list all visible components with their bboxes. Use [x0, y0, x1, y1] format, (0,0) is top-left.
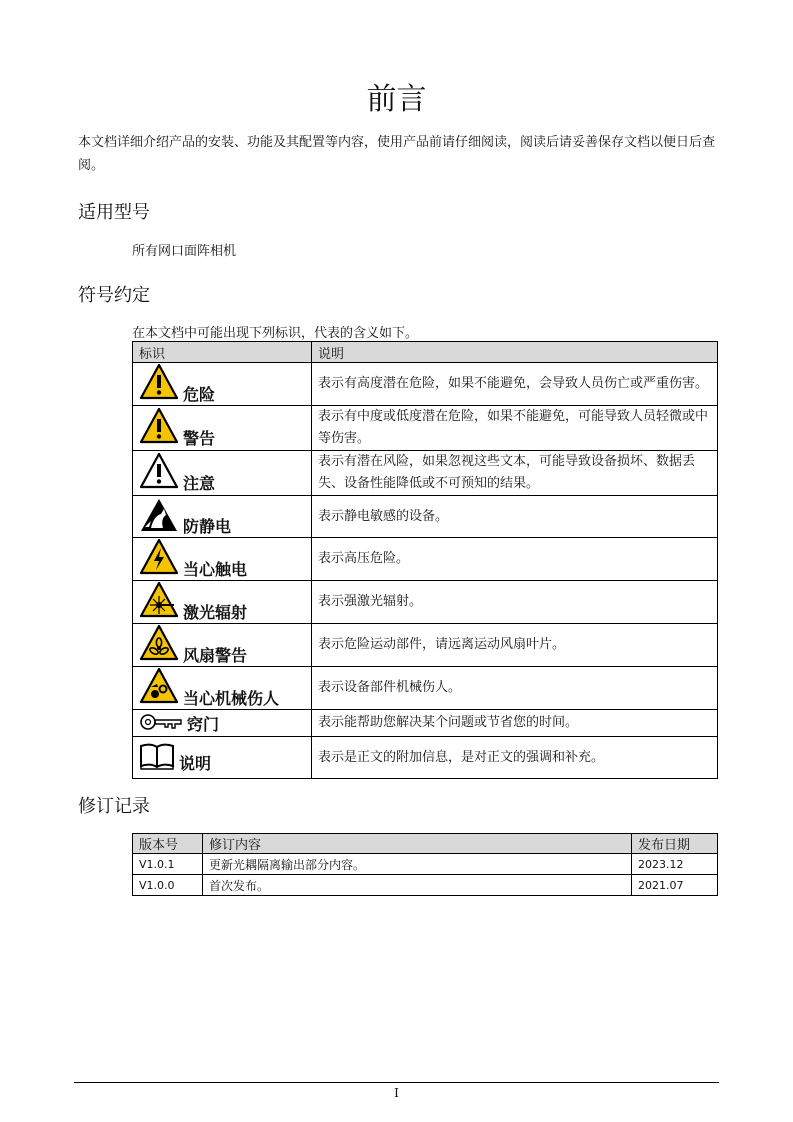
symbol-row — [133, 737, 718, 779]
symbol-label: 说明 — [179, 753, 212, 773]
symbol-cell — [133, 496, 312, 538]
symbol-description: 表示设备部件机械伤人。 — [312, 667, 718, 710]
symbol-description: 表示有中度或低度潜在危险，如果不能避免，可能导致人员轻微或中等伤害。 — [312, 406, 718, 451]
symbol-row — [133, 624, 718, 667]
symbol-label: 窍门 — [187, 714, 220, 734]
symbol-description: 表示高压危险。 — [312, 538, 718, 581]
book-icon — [139, 742, 175, 774]
symbol-label: 当心机械伤人 — [183, 689, 280, 708]
symbol-cell — [133, 624, 312, 667]
col-version-header: 版本号 — [133, 834, 203, 854]
col-content-header: 修订内容 — [203, 834, 632, 854]
symbol-row — [133, 667, 718, 710]
symbol-row — [133, 363, 718, 406]
symbol-cell — [133, 737, 312, 779]
symbol-row — [133, 710, 718, 737]
revision-version: V1.0.0 — [133, 875, 203, 896]
symbol-cell — [133, 363, 312, 406]
symbol-cell — [133, 538, 312, 581]
symbol-description: 表示有潜在风险，如果忽视这些文本，可能导致设备损坏、数据丢失、设备性能降低或不可预知的结果。 — [312, 451, 718, 496]
symbol-description: 表示是正文的附加信息，是对正文的强调和补充。 — [312, 737, 718, 779]
laser-radiation-icon — [139, 581, 179, 623]
models-heading: 适用型号 — [78, 202, 150, 223]
revision-date: 2021.07 — [632, 875, 718, 896]
symbols-table — [132, 341, 718, 779]
symbol-cell — [133, 406, 312, 451]
symbol-label: 激光辐射 — [183, 603, 248, 622]
mechanical-injury-icon — [139, 667, 179, 709]
symbol-label: 警告 — [183, 429, 216, 448]
symbol-label: 防静电 — [183, 516, 232, 536]
symbol-label: 危险 — [183, 385, 216, 404]
symbol-row — [133, 581, 718, 624]
revision-date: 2023.12 — [632, 854, 718, 875]
esd-icon — [139, 497, 179, 537]
symbols-intro: 在本文档中可能出现下列标识，代表的含义如下。 — [132, 326, 419, 341]
warning-icon — [139, 407, 179, 449]
symbol-row — [133, 451, 718, 496]
symbol-label: 风扇警告 — [183, 646, 248, 665]
page-number: I — [394, 1086, 399, 1100]
revision-content: 更新光耦隔离输出部分内容。 — [203, 854, 632, 875]
symbol-row — [133, 496, 718, 538]
revisions-table — [132, 833, 718, 896]
symbols-header-row — [133, 342, 718, 363]
symbol-cell — [133, 667, 312, 710]
symbol-cell — [133, 710, 312, 737]
revision-row — [133, 854, 718, 875]
symbol-label: 当心触电 — [183, 560, 248, 579]
symbol-row — [133, 538, 718, 581]
col-icon-header: 标识 — [133, 342, 312, 363]
revision-version: V1.0.1 — [133, 854, 203, 875]
symbol-description: 表示强激光辐射。 — [312, 581, 718, 624]
models-text: 所有网口面阵相机 — [132, 244, 237, 259]
footer-divider — [74, 1082, 719, 1083]
symbol-cell — [133, 581, 312, 624]
key-icon — [139, 713, 183, 735]
symbol-row — [133, 406, 718, 451]
symbol-description: 表示能帮助您解决某个问题或节省您的时间。 — [312, 710, 718, 737]
intro-paragraph: 本文档详细介绍产品的安装、功能及其配置等内容，使用产品前请仔细阅读，阅读后请妥善保存文档以便日后查阅。 — [78, 135, 716, 173]
symbol-description: 表示静电敏感的设备。 — [312, 496, 718, 538]
fan-icon — [139, 624, 179, 666]
revision-content: 首次发布。 — [203, 875, 632, 896]
caution-icon — [139, 452, 179, 494]
col-date-header: 发布日期 — [632, 834, 718, 854]
revision-row — [133, 875, 718, 896]
symbol-description: 表示危险运动部件，请远离运动风扇叶片。 — [312, 624, 718, 667]
revisions-heading: 修订记录 — [78, 796, 150, 817]
revisions-header-row — [133, 834, 718, 854]
col-desc-header: 说明 — [312, 342, 718, 363]
symbol-label: 注意 — [183, 474, 216, 493]
symbols-heading: 符号约定 — [78, 285, 150, 306]
symbol-cell — [133, 451, 312, 496]
page-title: 前言 — [366, 82, 427, 117]
symbol-description: 表示有高度潜在危险，如果不能避免，会导致人员伤亡或严重伤害。 — [312, 363, 718, 406]
electric-shock-icon — [139, 538, 179, 580]
danger-warning-icon — [139, 363, 179, 405]
